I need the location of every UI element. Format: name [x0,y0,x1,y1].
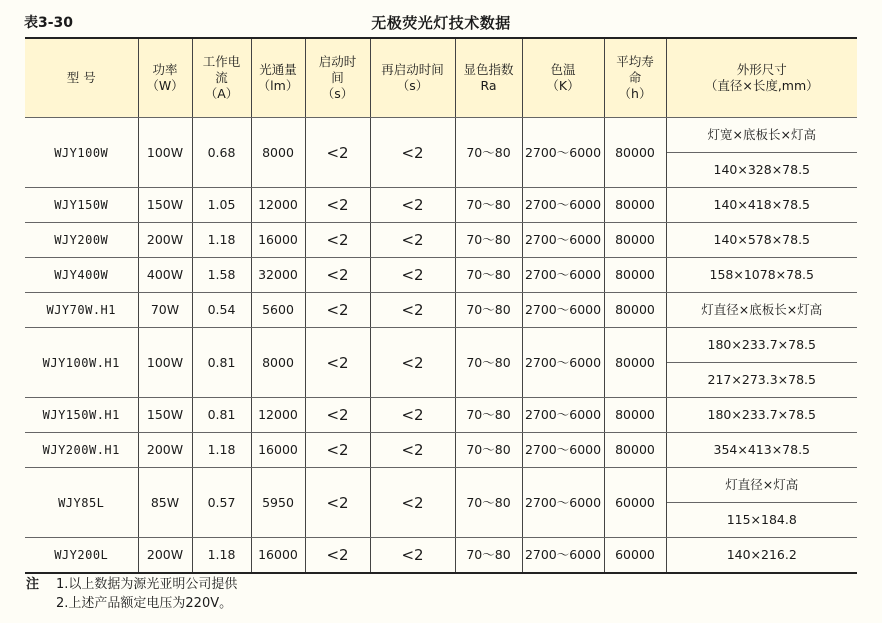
column-header-line: 命 [628,70,642,85]
cct-cell: 2700～6000 [522,188,604,223]
column-header-line: （lm） [257,78,299,93]
cct-cell: 2700～6000 [522,468,604,538]
dimensions-cell: 140×418×78.5 [666,188,857,223]
current-cell: 1.18 [192,433,251,468]
model-cell: WJY70W.H1 [25,293,138,328]
cri-cell: 70～80 [455,468,522,538]
restart-time-cell: <2 [370,468,455,538]
dimensions-cell: 217×273.3×78.5 [666,363,857,398]
start-time-cell: <2 [305,328,370,398]
table-row [25,538,857,573]
column-header-line: （K） [546,78,580,93]
power-cell: 100W [138,328,192,398]
flux-cell: 16000 [251,538,305,573]
start-time-cell: <2 [305,223,370,258]
column-header [666,38,857,118]
dimensions-cell: 354×413×78.5 [666,433,857,468]
note-line: 1.以上数据为源光亚明公司提供 [56,577,238,592]
model-cell: WJY200W [25,223,138,258]
flux-cell: 5950 [251,468,305,538]
restart-time-cell: <2 [370,328,455,398]
column-header-line: （s） [321,86,354,101]
model-cell: WJY85L [25,468,138,538]
life-cell: 80000 [604,293,666,328]
current-cell: 0.81 [192,328,251,398]
life-cell: 80000 [604,328,666,398]
current-cell: 1.58 [192,258,251,293]
column-header-line: 光通量 [259,62,297,77]
current-cell: 1.05 [192,188,251,223]
current-cell: 1.18 [192,538,251,573]
start-time-cell: <2 [305,258,370,293]
start-time-cell: <2 [305,293,370,328]
dimensions-cell: 180×233.7×78.5 [666,328,857,363]
current-cell: 0.54 [192,293,251,328]
column-header-line: （s） [396,78,429,93]
cct-cell: 2700～6000 [522,398,604,433]
table-row [25,188,857,223]
life-cell: 80000 [604,258,666,293]
flux-cell: 12000 [251,398,305,433]
dimensions-cell: 140×216.2 [666,538,857,573]
flux-cell: 8000 [251,118,305,188]
cri-cell: 70～80 [455,223,522,258]
table-row [25,328,857,363]
current-cell: 0.81 [192,398,251,433]
column-header-line: 平均寿 [616,54,654,69]
column-header [305,38,370,118]
cri-cell: 70～80 [455,398,522,433]
table-row [25,258,857,293]
cri-cell: 70～80 [455,538,522,573]
flux-cell: 16000 [251,433,305,468]
column-header-line: 启动时 [318,54,357,69]
life-cell: 80000 [604,398,666,433]
restart-time-cell: <2 [370,188,455,223]
cri-cell: 70～80 [455,258,522,293]
cct-cell: 2700～6000 [522,328,604,398]
start-time-cell: <2 [305,538,370,573]
column-header-line: 功率 [152,62,178,77]
column-header [192,38,251,118]
column-header-line: 外形尺寸 [736,62,787,77]
flux-cell: 32000 [251,258,305,293]
dimensions-cell: 灯直径×底板长×灯高 [666,293,857,328]
flux-cell: 5600 [251,293,305,328]
model-cell: WJY150W.H1 [25,398,138,433]
note-line: 2.上述产品额定电压为220V。 [56,596,233,611]
dimensions-cell: 140×578×78.5 [666,223,857,258]
column-header-line: 流 [215,70,228,85]
table-row [25,293,857,328]
column-header [251,38,305,118]
start-time-cell: <2 [305,433,370,468]
spec-table [25,37,857,574]
restart-time-cell: <2 [370,118,455,188]
table-row [25,118,857,153]
life-cell: 60000 [604,538,666,573]
table-row [25,398,857,433]
table-header [25,38,857,118]
cri-cell: 70～80 [455,328,522,398]
column-header-line: 工作电 [202,54,241,69]
cri-cell: 70～80 [455,118,522,188]
table-body [25,118,857,573]
life-cell: 80000 [604,118,666,188]
model-cell: WJY100W [25,118,138,188]
start-time-cell: <2 [305,188,370,223]
restart-time-cell: <2 [370,223,455,258]
life-cell: 80000 [604,433,666,468]
flux-cell: 16000 [251,223,305,258]
model-cell: WJY400W [25,258,138,293]
start-time-cell: <2 [305,398,370,433]
restart-time-cell: <2 [370,293,455,328]
cct-cell: 2700～6000 [522,293,604,328]
life-cell: 80000 [604,188,666,223]
start-time-cell: <2 [305,118,370,188]
notes-label: 注 [26,577,40,592]
power-cell: 200W [138,223,192,258]
cct-cell: 2700～6000 [522,118,604,188]
header-row [25,38,857,118]
flux-cell: 8000 [251,328,305,398]
table-title: 无极荧光灯技术数据 [371,14,511,32]
power-cell: 150W [138,398,192,433]
cct-cell: 2700～6000 [522,223,604,258]
restart-time-cell: <2 [370,398,455,433]
column-header [370,38,455,118]
restart-time-cell: <2 [370,258,455,293]
column-header-line: 显色指数 [463,62,514,77]
power-cell: 150W [138,188,192,223]
current-cell: 1.18 [192,223,251,258]
cri-cell: 70～80 [455,433,522,468]
column-header [604,38,666,118]
column-header-line: （A） [204,86,239,101]
power-cell: 400W [138,258,192,293]
column-header-line: （直径×长度,mm） [704,78,819,93]
table-row [25,433,857,468]
cct-cell: 2700～6000 [522,433,604,468]
column-header-line: （h） [618,86,652,101]
table-row [25,468,857,503]
column-header [455,38,522,118]
power-cell: 100W [138,118,192,188]
restart-time-cell: <2 [370,433,455,468]
model-cell: WJY100W.H1 [25,328,138,398]
column-header-line: 再启动时间 [381,62,444,77]
dimensions-cell: 180×233.7×78.5 [666,398,857,433]
power-cell: 70W [138,293,192,328]
dimensions-cell: 140×328×78.5 [666,153,857,188]
model-cell: WJY200L [25,538,138,573]
table-notes [26,575,237,613]
life-cell: 60000 [604,468,666,538]
current-cell: 0.57 [192,468,251,538]
cct-cell: 2700～6000 [522,258,604,293]
flux-cell: 12000 [251,188,305,223]
column-header-line: 色温 [550,62,576,77]
start-time-cell: <2 [305,468,370,538]
cri-cell: 70～80 [455,293,522,328]
column-header [138,38,192,118]
dimensions-cell: 灯宽×底板长×灯高 [666,118,857,153]
table-number: 表3-30 [24,15,74,31]
column-header-line: 间 [331,70,344,85]
model-cell: WJY150W [25,188,138,223]
current-cell: 0.68 [192,118,251,188]
dimensions-cell: 灯直径×灯高 [666,468,857,503]
dimensions-cell: 115×184.8 [666,503,857,538]
dimensions-cell: 158×1078×78.5 [666,258,857,293]
column-header [25,38,138,118]
restart-time-cell: <2 [370,538,455,573]
power-cell: 85W [138,468,192,538]
column-header-line: 型 号 [66,70,96,85]
model-cell: WJY200W.H1 [25,433,138,468]
power-cell: 200W [138,538,192,573]
table-row [25,223,857,258]
column-header-line: Ra [480,78,497,93]
cri-cell: 70～80 [455,188,522,223]
column-header [522,38,604,118]
column-header-line: （W） [146,78,184,93]
life-cell: 80000 [604,223,666,258]
power-cell: 200W [138,433,192,468]
cct-cell: 2700～6000 [522,538,604,573]
